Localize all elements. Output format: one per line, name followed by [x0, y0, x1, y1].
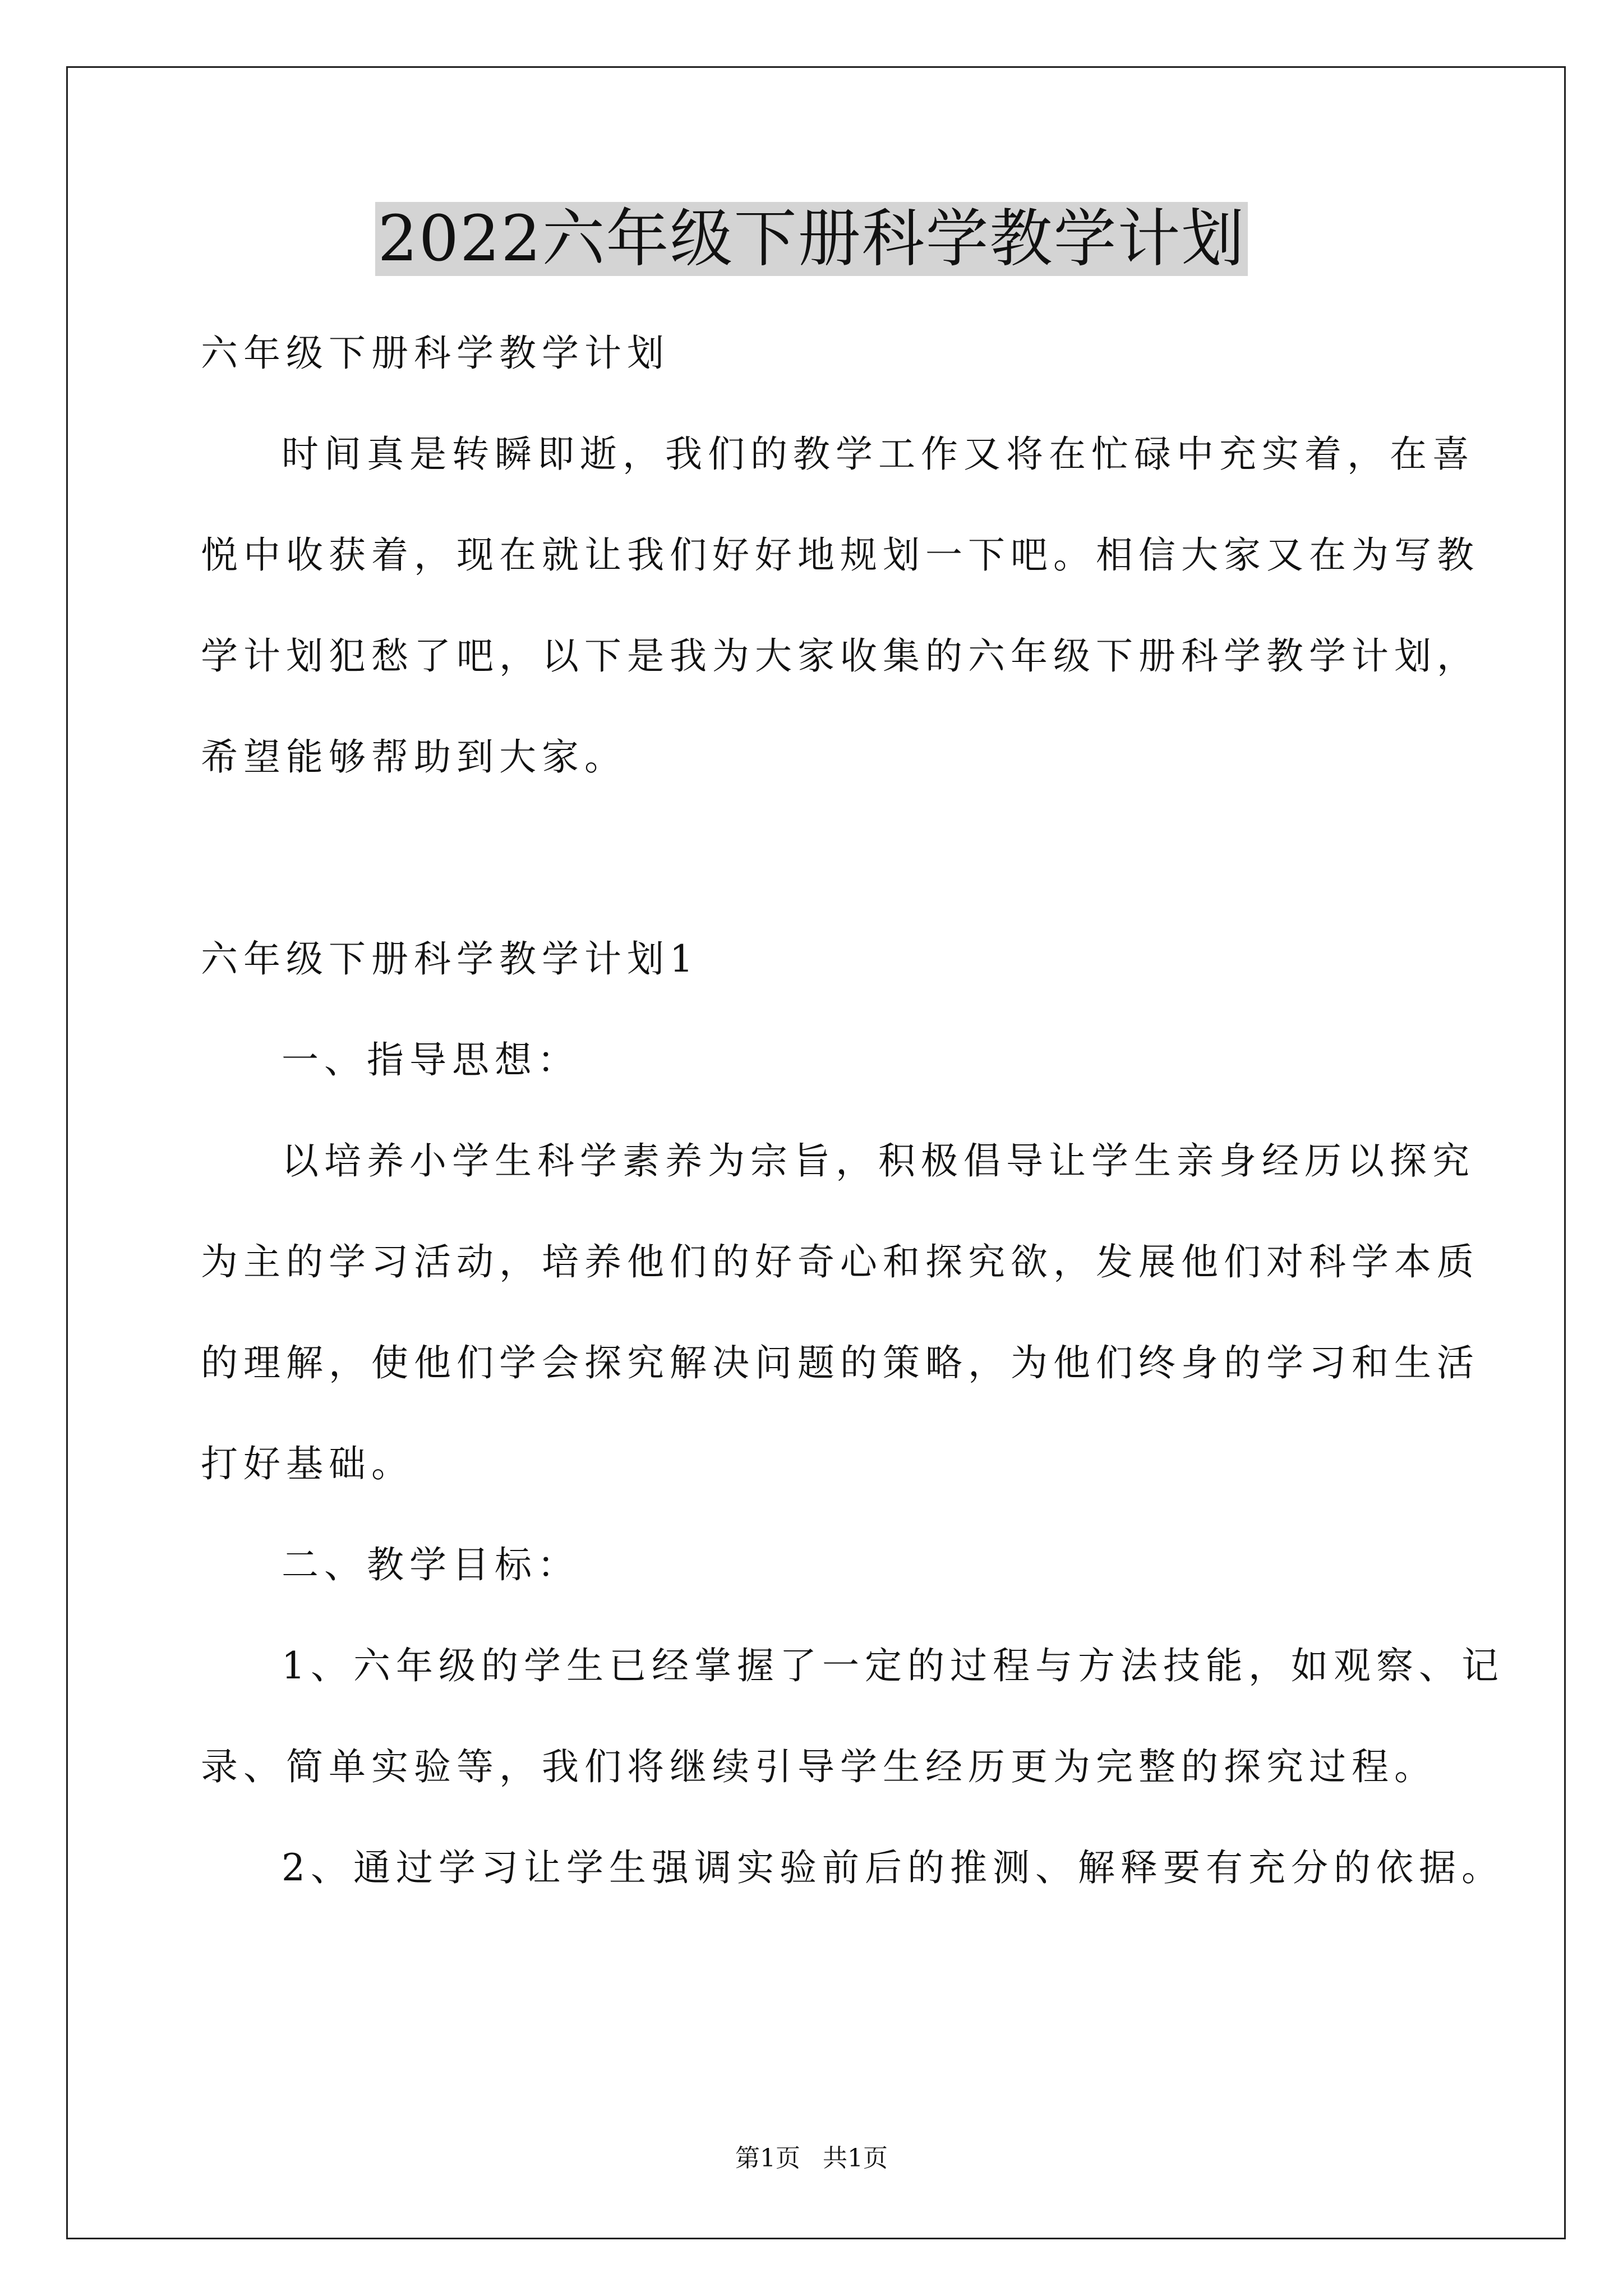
- paragraph-line: 时间真是转瞬即逝，我们的教学工作又将在忙碌中充实着，在喜: [282, 432, 1475, 476]
- document-title: 2022六年级下册科学教学计划: [375, 202, 1247, 276]
- title-container: [0, 202, 1623, 276]
- paragraph-line: 录、简单实验等，我们将继续引导学生经历更为完整的探究过程。: [201, 1745, 1437, 1788]
- paragraph-line: 1、六年级的学生已经掌握了一定的过程与方法技能，如观察、记: [282, 1644, 1504, 1687]
- section-heading: 六年级下册科学教学计划1: [201, 937, 699, 981]
- subsection-heading: 二、教学目标：: [282, 1543, 580, 1586]
- paragraph-line: 希望能够帮助到大家。: [201, 735, 627, 779]
- paragraph-line: 打好基础。: [201, 1442, 414, 1485]
- paragraph-line: 学计划犯愁了吧，以下是我为大家收集的六年级下册科学教学计划，: [201, 634, 1479, 678]
- page-footer: [0, 2142, 1623, 2175]
- page-total: 共1页: [823, 2144, 888, 2173]
- paragraph-line: 的理解，使他们学会探究解决问题的策略，为他们终身的学习和生活: [201, 1341, 1479, 1384]
- page-number: 第1页: [735, 2144, 800, 2173]
- paragraph-line: 2、通过学习让学生强调实验前后的推测、解释要有充分的依据。: [282, 1846, 1504, 1889]
- paragraph-line: 以培养小学生科学素养为宗旨，积极倡导让学生亲身经历以探究: [282, 1139, 1475, 1182]
- paragraph-line: 悦中收获着，现在就让我们好好地规划一下吧。相信大家又在为写教: [201, 533, 1479, 577]
- paragraph-line: 为主的学习活动，培养他们的好奇心和探究欲，发展他们对科学本质: [201, 1240, 1479, 1283]
- document-body: [201, 303, 1504, 1918]
- subsection-heading: 一、指导思想：: [282, 1038, 580, 1082]
- blank-line: [201, 808, 1435, 909]
- paragraph-line: 六年级下册科学教学计划: [201, 332, 670, 375]
